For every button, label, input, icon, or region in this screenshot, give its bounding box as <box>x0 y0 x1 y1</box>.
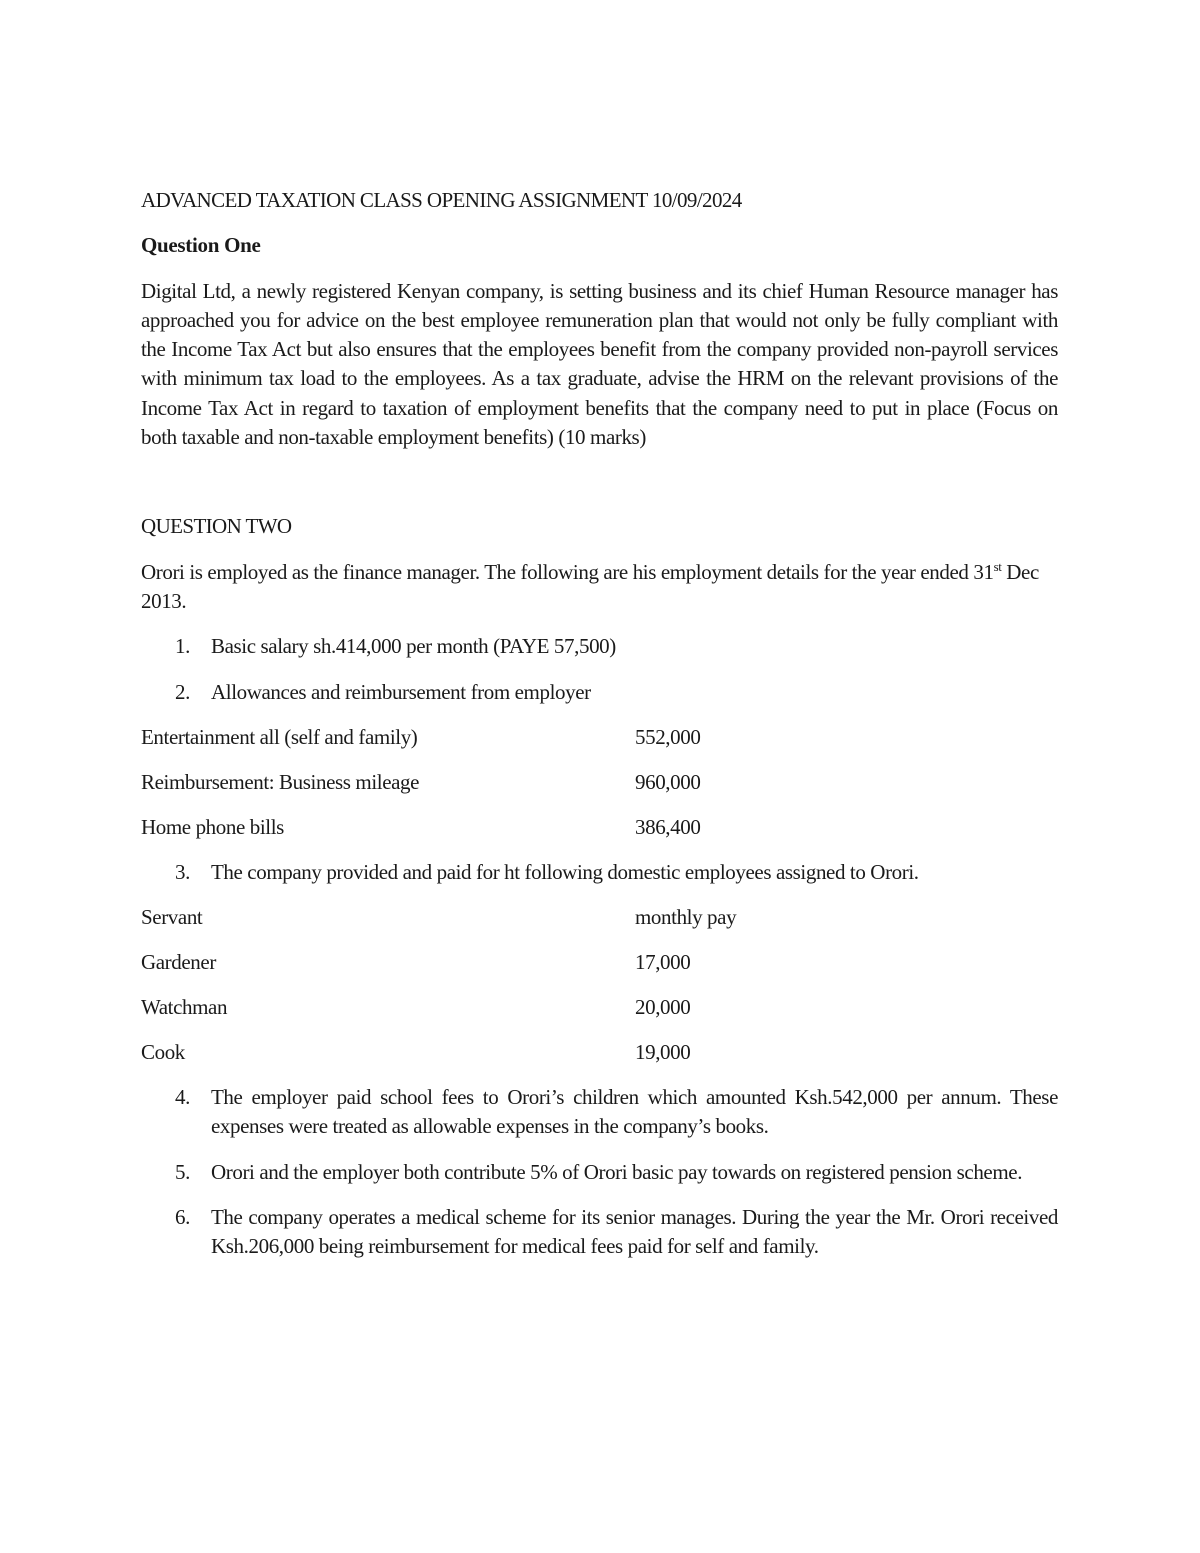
list-number: 3. <box>175 859 190 884</box>
question-two-intro <box>141 558 1058 617</box>
allowance-label: Entertainment all (self and family) <box>141 724 418 749</box>
servant-pay: 20,000 <box>635 995 691 1020</box>
allowance-row <box>141 723 1058 752</box>
monthly-pay-column-header: monthly pay <box>635 905 737 930</box>
list-text: The company provided and paid for ht following domestic employees assigned to Orori. <box>211 859 919 884</box>
list-number: 6. <box>175 1205 190 1230</box>
list-item-1 <box>141 632 1058 661</box>
servant-row <box>141 993 1058 1022</box>
document-title: ADVANCED TAXATION CLASS OPENING ASSIGNMENT 10/09/2024 <box>141 188 742 212</box>
list-text: Allowances and reimbursement from employer <box>211 679 591 704</box>
allowance-label: Home phone bills <box>141 814 284 839</box>
allowance-value: 552,000 <box>635 724 701 749</box>
question-two-heading: QUESTION TWO <box>141 514 292 539</box>
servant-row <box>141 948 1058 977</box>
question-one-paragraph: Digital Ltd, a newly registered Kenyan company, is setting business and its chief Human Resource manager has approached you for advice on the best employee remuneration plan that would not only be fully compliant with the Income Tax Act but also ensures that the employees benefit from the company provided non-payroll services with minimum tax load to the employees. As a tax graduate, advise the HRM on the relevant provisions of the Income Tax Act in regard to taxation of employment benefits that the company need to put in place (Focus on both taxable and non-taxable employment benefits) (10 marks) <box>141 278 1058 450</box>
servant-column-header: Servant <box>141 905 203 930</box>
servant-label: Gardener <box>141 950 216 975</box>
list-item-6 <box>141 1203 1058 1262</box>
list-text: Basic salary sh.414,000 per month (PAYE 57,500) <box>211 634 616 659</box>
allowance-row <box>141 813 1058 842</box>
servant-header-row <box>141 903 1058 932</box>
document-content <box>141 186 1058 1262</box>
allowance-value: 960,000 <box>635 769 701 794</box>
list-number: 4. <box>175 1085 190 1110</box>
allowance-label: Reimbursement: Business mileage <box>141 769 420 794</box>
servant-label: Watchman <box>141 995 228 1020</box>
list-item-5 <box>141 1158 1058 1187</box>
list-item-2 <box>141 678 1058 707</box>
list-item-4 <box>141 1083 1058 1142</box>
list-text: The employer paid school fees to Orori’s children which amounted Ksh.542,000 per annum. These expenses were treated as allowable expenses in the company’s books. <box>211 1085 1058 1139</box>
allowance-row <box>141 768 1058 797</box>
servant-pay: 19,000 <box>635 1040 691 1065</box>
intro-text: Orori is employed as the finance manager. The following are his employment details for the year ended 31 <box>141 559 994 584</box>
ordinal-suffix: st <box>993 558 1002 574</box>
list-text: The company operates a medical scheme for its senior manages. During the year the Mr. Orori received Ksh.206,000 being reimbursement for medical fees paid for self and family. <box>211 1205 1058 1259</box>
allowance-value: 386,400 <box>635 814 701 839</box>
servant-label: Cook <box>141 1040 185 1065</box>
list-number: 1. <box>175 634 190 659</box>
list-text: Orori and the employer both contribute 5% of Orori basic pay towards on registered pension scheme. <box>211 1159 1023 1184</box>
question-one-heading: Question One <box>141 233 261 258</box>
list-item-3 <box>141 858 1058 887</box>
servant-row <box>141 1038 1058 1067</box>
list-number: 5. <box>175 1159 190 1184</box>
intro-text-end: Dec 2013. <box>141 559 1039 613</box>
list-number: 2. <box>175 679 190 704</box>
servant-pay: 17,000 <box>635 950 691 975</box>
